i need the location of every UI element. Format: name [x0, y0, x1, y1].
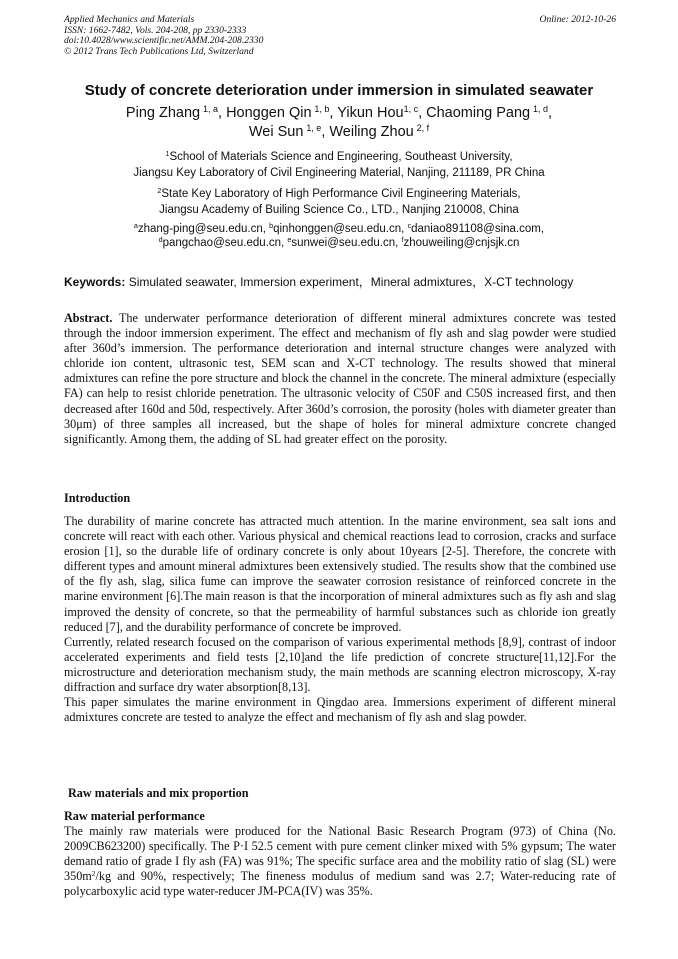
author-list	[40, 104, 638, 142]
keywords-text: Simulated seawater, Immersion experiment，Mineral admixtures，X-CT technology	[125, 275, 574, 289]
journal-name: Applied Mechanics and Materials	[64, 14, 195, 25]
affiliation-num: 2	[157, 187, 162, 196]
email-f: zhouweiling@cnjsjk.cn	[403, 237, 520, 249]
keywords-label: Keywords:	[64, 275, 126, 289]
affiliation-line: State Key Laboratory of High Performance Civil Engineering Materials,	[161, 188, 521, 200]
email-a: zhang-ping@seu.edu.cn,	[137, 223, 266, 235]
affiliation-line: Jiangsu Key Laboratory of Civil Engineering Material, Nanjing, 211189, PR China	[133, 166, 545, 179]
affiliation-line: School of Materials Science and Engineering, Southeast University,	[169, 151, 513, 163]
author-name: Weiling Zhou	[329, 124, 414, 140]
abstract	[64, 311, 616, 447]
author-sup: 1, e	[306, 123, 322, 134]
author-sup: 1, c	[403, 104, 419, 115]
online-date: Online: 2012-10-26	[539, 14, 616, 25]
copyright-line: © 2012 Trans Tech Publications Ltd, Switzerland	[64, 45, 254, 57]
email-e: sunwei@seu.edu.cn,	[291, 237, 399, 249]
author-name: Wei Sun	[248, 124, 304, 140]
intro-paragraph-1: The durability of marine concrete has attracted much attention. In the marine environment, sea salt ions and concrete will react with each other. Various physical and chemical reactions lead to corrosion, cracks and surface erosion [1], so the durable life of ordinary concrete is only about 10years [2-5]. Therefore, the concrete with different types and amount mineral admixtures been extensively studied. The results show that the combined use of the fly ash, slag, silica fume can improve the seawater corrosion resistance of reinforced concrete in the marine environment [6].The main reason is that the incorporation of mineral admixtures such as fly ash and slag improved the density of concrete, so that the permeability of harmful substances such as chloride ion greatly reduced [7], and the durability performance of concrete be improved.	[64, 514, 616, 634]
unit-superscript: 2	[91, 869, 96, 879]
author-name: Honggen Qin	[226, 105, 312, 121]
abstract-text: The underwater performance deterioration of different mineral admixtures concrete was tested through the indoor immersion experiment. The effect and mechanism of fly ash and slag powder were studied after 360d’s immersion. The performance deterioration and internal structure changes were analyzed with chloride ion content, ultrasonic test, SEM scan and X-CT technology. The results showed that mineral admixtures can refine the pore structure and block the channel in the concrete. The mineral admixture (especially FA) can help to resist chloride penetration. The ultrasonic velocity of C50F and C50S increased first, and then decreased after 160d and 50d, respectively. After 360d’s corrosion, the porosity (holes with diameter greater than 30μm) of three samples all increased, but the shape of holes for mineral admixture concrete changed significantly. Among them, the adding of SL had greater effect on the porosity.	[64, 311, 616, 446]
author-sup: 1, b	[314, 104, 330, 115]
author-line-1: Ping Zhang $^{1, a}$, Honggen Qin $^{1, b}$, Yikun Hou$^{1, c}$, Chaoming Pang $^{1, d}$,	[125, 104, 553, 121]
intro-paragraph-2: Currently, related research focused on the comparison of various experimental methods [8,9], contrast of indoor accelerated experiments and field tests [2,10]and the life prediction of concrete structure[11,12].For the microstructure and deterioration mechanism study, the main methods are scanning electron microscopy, X-ray diffraction and surface dry water absorption[8,13].	[64, 634, 616, 695]
author-sup: 1, d	[533, 104, 549, 115]
doi-line: doi:10.4028/www.scientific.net/AMM.204-208.2330	[64, 35, 264, 47]
section-heading-introduction: Introduction	[64, 491, 131, 505]
author-name: Chaoming Pang	[426, 105, 531, 121]
email-d: pangchao@seu.edu.cn,	[162, 237, 285, 249]
keywords	[64, 273, 616, 290]
intro-paragraph-3: This paper simulates the marine environment in Qingdao area. Immersions experiment of different mineral admixtures concrete are tested to analyze the effect and mechanism of fly ash and slag powder.	[64, 695, 616, 725]
affiliation-2	[40, 187, 638, 218]
raw-material-text-cont: /kg and 90%, respectively; The fineness modulus of medium sand was 2.7; Water-reducing rate of polycarboxylic acid type water-reducer JM-PCA(IV) was 35%.	[64, 869, 616, 899]
journal-header	[64, 15, 616, 57]
email-b: qinhonggen@seu.edu.cn,	[273, 223, 405, 235]
issn-line: ISSN: 1662-7482, Vols. 204-208, pp 2330-2333	[64, 24, 247, 36]
paper-title: Study of concrete deterioration under immersion in simulated seawater	[84, 82, 594, 99]
affiliation-num: 1	[165, 150, 170, 159]
email-c: daniao891108@sina.com,	[411, 223, 545, 235]
raw-material-text: The mainly raw materials were produced for the National Basic Research Program (973) of China (No. 2009CB623200) specifically. The P·I 52.5 cement with pure cement clinker mixed with 5% gypsum; The water demand ratio of grade I fly ash (FA) was 91%; The specific surface area and the mobility ratio of slag (SL) were 350m	[64, 824, 616, 884]
author-sup: 1, a	[203, 104, 218, 115]
affiliation-line: Jiangsu Academy of Builing Science Co., LTD., Nanjing 210008, China	[159, 203, 519, 216]
author-sup: 2, f	[416, 123, 430, 134]
raw-material-body	[64, 824, 616, 899]
introduction-body	[64, 514, 616, 725]
author-name: Yikun Hou	[337, 105, 404, 121]
section-heading-raw-materials: Raw materials and mix proportion	[68, 786, 249, 800]
abstract-label: Abstract.	[64, 311, 113, 325]
email-list: $^a$zhang-ping@seu.edu.cn, $^b$qinhonggen@seu.edu.cn, $^c$daniao891108@sina.com, $^d$pangchao@seu.edu.cn, $^e$sunwei@seu.edu.cn, $^f$zhouweiling@cnjsjk.cn	[133, 222, 545, 249]
subsection-heading-raw-material-performance: Raw material performance	[64, 809, 205, 823]
author-name: Ping Zhang	[125, 105, 201, 121]
author-line-2: Wei Sun $^{1, e}$, Weiling Zhou $^{2, f}$	[248, 123, 430, 140]
affiliation-1	[40, 150, 638, 181]
